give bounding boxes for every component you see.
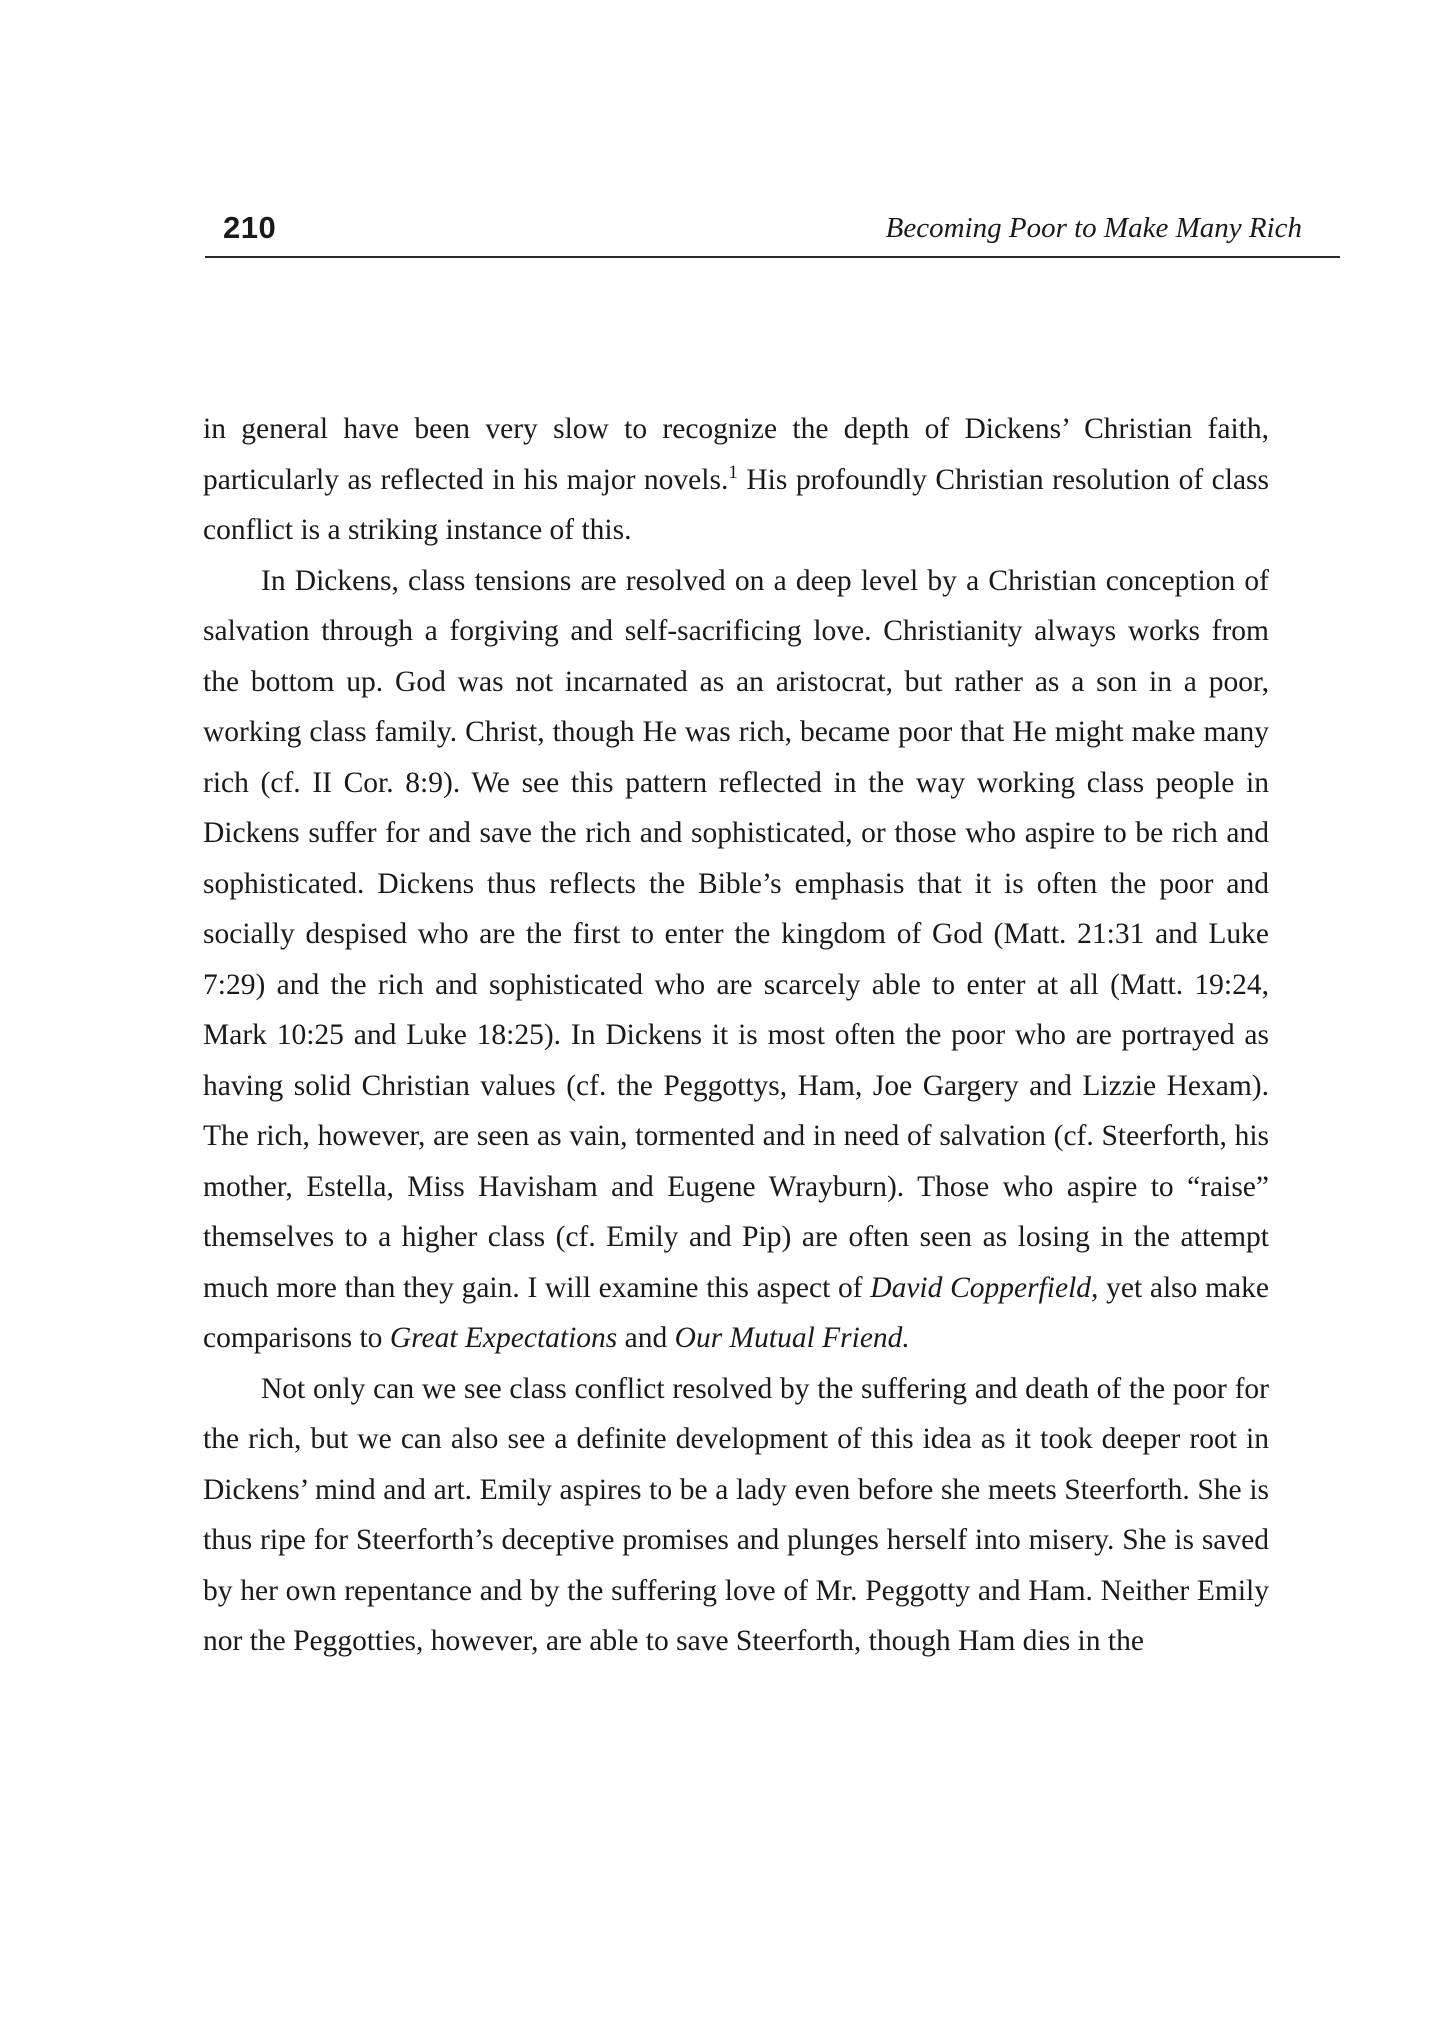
paragraph-text: and — [617, 1322, 675, 1354]
paragraph-text: In Dickens, class tensions are resolved on a deep level by a Christian conception of salvation through a forgiving and self-sacrificing love. Christianity always works from the bottom up. God was not incarnated as an aristocrat, but rather as a son in a poor, working class family. Christ, though He was rich, became poor that He might make many rich (cf. II Cor. 8:9). We see this pattern reflected in the way working class people in Dickens suffer for and save the rich and sophisticated, or those who aspire to be rich and sophisticated. Dickens thus reflects the Bible’s emphasis that it is often the poor and socially despised who are the first to enter the kingdom of God (Matt. 21:31 and Luke 7:29) and the rich and sophisticated who are scarcely able to enter at all (Matt. 19:24, Mark 10:25 and Luke 18:25). In Dickens it is most often the poor who are portrayed as having solid Christian values (cf. the Peggottys, Ham, Joe Gargery and Lizzie Hexam). The rich, however, are seen as vain, tormented and in need of salvation (cf. Steerforth, his mother, Estella, Miss Havisham and Eugene Wrayburn). Those who aspire to “raise” themselves to a higher class (cf. Emily and Pip) are often seen as losing in the attempt much more than they gain. I will examine this aspect of — [203, 564, 1269, 1304]
running-title: Becoming Poor to Make Many Rich — [885, 212, 1302, 244]
paragraph-text: in general have been very slow to recognize the depth of Dickens’ Christian faith, particularly as reflected in his major novels. — [203, 413, 1269, 496]
page-number: 210 — [223, 210, 277, 245]
running-head — [205, 206, 1340, 258]
book-title: Our Mutual Friend. — [674, 1322, 910, 1354]
paragraph — [203, 404, 1269, 556]
book-title: David Copperfield, — [870, 1271, 1099, 1304]
paragraph-text: Not only can we see class conflict resolved by the suffering and death of the poor for the rich, but we can also see a definite development of this idea as it took deeper root in Dickens’ mind and art. Emily aspires to be a lady even before she meets Steerforth. She is thus ripe for Steerforth’s deceptive promises and plunges herself into misery. She is saved by her own repentance and by the suffering love of Mr. Peggotty and Ham. Neither Emily nor the Peggotties, however, are able to save Steerforth, though Ham dies in the — [203, 1372, 1269, 1657]
body-text — [203, 404, 1269, 1667]
paragraph — [203, 1364, 1269, 1667]
book-title: Great Expectations — [389, 1322, 618, 1354]
footnote-marker: 1 — [728, 461, 738, 483]
paragraph-text: His profoundly Christian resolution of class conflict is a striking instance of this. — [203, 463, 1270, 546]
paragraph-text: yet also make comparisons to — [203, 1271, 1269, 1354]
paragraph — [203, 556, 1269, 1364]
